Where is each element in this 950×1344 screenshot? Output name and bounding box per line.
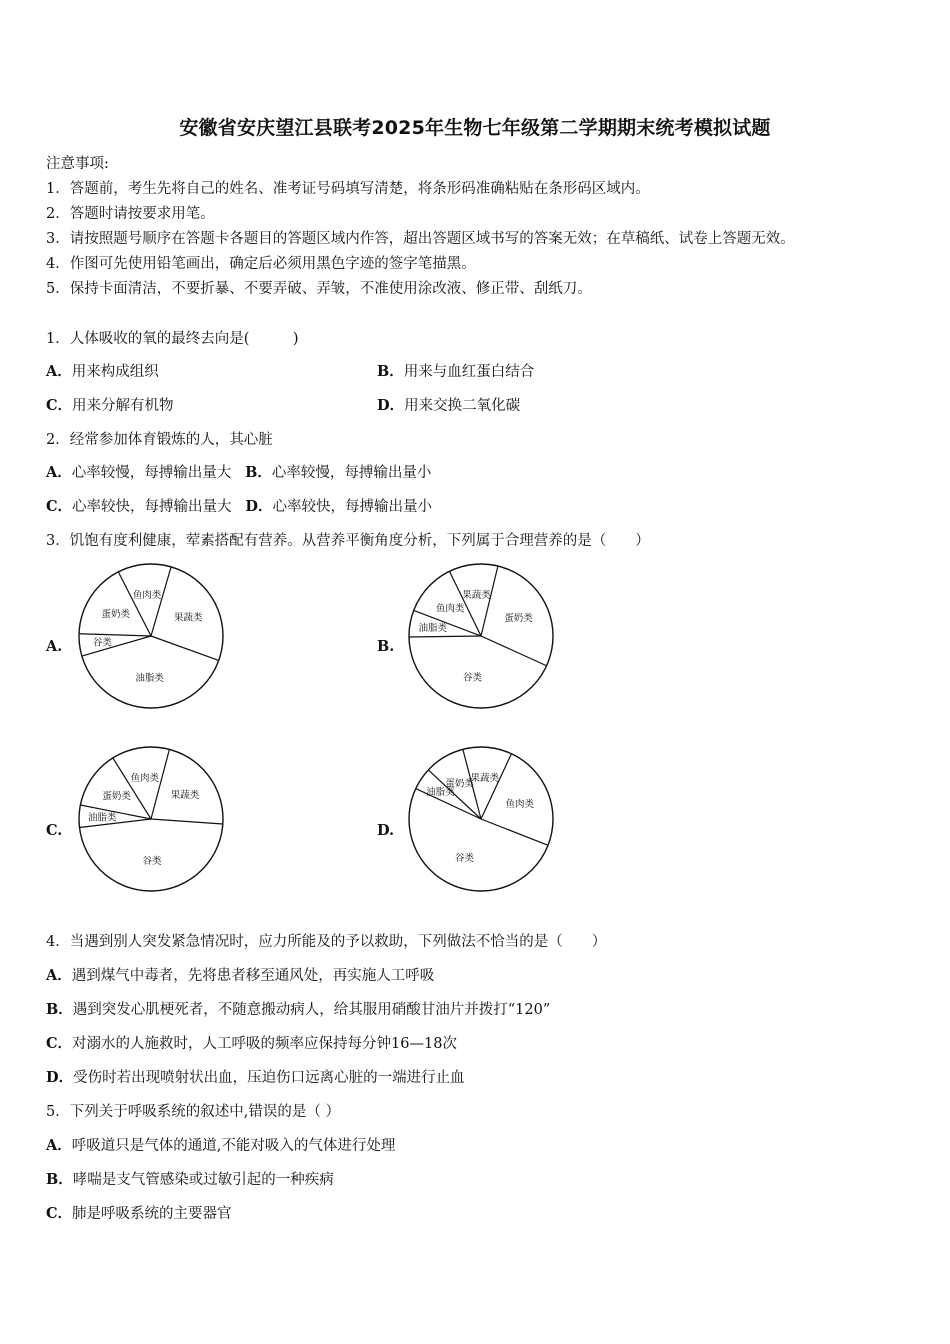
pie-slice-label: 油脂类: [418, 622, 448, 634]
pie-slice-label: 蛋奶类: [504, 613, 533, 625]
option-text: 用来分解有机物: [72, 398, 174, 414]
q4-stem: 4．当遇到别人突发紧急情况时，应力所能及的予以救助，下列做法不恰当的是（ ）: [46, 934, 607, 950]
pie-slice-label: 鱼肉类: [130, 773, 160, 785]
notice-item-4: 4．作图可先使用铅笔画出，确定后必须用黑色字迹的签字笔描黑。: [46, 256, 476, 272]
notice-item-1: 1．答题前，考生先将自己的姓名、准考证号码填写清楚，将条形码准确粘贴在条形码区域内。: [46, 181, 650, 197]
option-text: 心率较慢，每搏输出量小: [271, 465, 432, 481]
q5-option-c: [46, 1202, 232, 1223]
pie-slice-label: 油脂类: [135, 673, 164, 685]
pie-slice-label: 谷类: [92, 637, 112, 649]
q5-option-b: [46, 1168, 334, 1189]
notice-item-5: 5．保持卡面清洁，不要折暴、不要弄破、弄皱，不准使用涂改液、修正带、刮纸刀。: [46, 281, 592, 297]
q5-option-a: [46, 1134, 395, 1155]
option-label: D．: [377, 397, 405, 414]
option-label: C．: [46, 498, 73, 515]
pie-slice-label: 果蔬类: [462, 589, 491, 601]
option-label: B．: [377, 363, 404, 380]
option-label: D．: [245, 498, 273, 515]
pie-d-label: D.: [377, 822, 395, 839]
option-text: 哮喘是支气管感染或过敏引起的一种疾病: [72, 1172, 334, 1188]
q1-option-d: [377, 394, 520, 415]
q2-stem: 2．经常参加体育锻炼的人，其心脏: [46, 432, 273, 448]
pie-slice-label: 果蔬类: [173, 612, 203, 624]
q1-option-a: [46, 360, 159, 381]
q4-option-a: [46, 964, 434, 985]
pie-slice-label: 谷类: [462, 672, 482, 684]
option-text: 用来交换二氧化碳: [404, 398, 521, 414]
option-label: C．: [46, 1035, 73, 1052]
option-label: A．: [46, 363, 72, 380]
option-label: A．: [46, 464, 72, 481]
pie-slice-label: 谷类: [455, 852, 475, 864]
q2-options-cd: [46, 495, 432, 516]
option-label: D．: [46, 1069, 74, 1086]
pie-slice-label: 鱼肉类: [505, 798, 535, 810]
option-text: 遇到煤气中毒者，先将患者移至通风处，再实施人工呼吸: [71, 968, 435, 984]
option-label: C．: [46, 397, 73, 414]
q4-option-b: [46, 998, 550, 1019]
pie-slice-label: 鱼肉类: [435, 603, 465, 615]
q1-option-c: [46, 394, 174, 415]
pie-chart-c: [76, 744, 226, 894]
option-text: 对溺水的人施救时，人工呼吸的频率应保持每分钟16—18次: [72, 1036, 457, 1052]
option-text: 心率较快，每搏输出量小: [272, 499, 432, 515]
q1-stem: 1．人体吸收的氧的最终去向是( ): [46, 331, 299, 347]
q4-option-c: [46, 1032, 457, 1053]
q2-options-ab: [46, 461, 431, 482]
pie-slice-label: 蛋奶类: [102, 790, 131, 802]
pie-slice-label: 谷类: [142, 856, 162, 868]
q3-stem: 3．饥饱有度利健康，荤素搭配有营养。从营养平衡角度分析，下列属于合理营养的是（ ）: [46, 533, 650, 549]
option-text: 遇到突发心肌梗死者，不随意搬动病人，给其服用硝酸甘油片并拨打“120”: [72, 1002, 551, 1018]
notice-item-3: 3．请按照题号顺序在答题卡各题目的答题区域内作答，超出答题区域书写的答案无效；在草稿纸、试卷上答题无效。: [46, 231, 795, 247]
pie-chart-d: [406, 744, 556, 894]
option-label: B．: [46, 1001, 73, 1018]
pie-slice-label: 鱼肉类: [132, 589, 162, 601]
page-title: 安徽省安庆望江县联考2025年生物七年级第二学期期末统考模拟试题: [179, 117, 771, 139]
pie-chart-a: [76, 561, 226, 711]
pie-slice-label: 蛋奶类: [445, 778, 474, 790]
option-label: C．: [46, 1205, 73, 1222]
notice-heading: 注意事项:: [46, 156, 109, 172]
pie-a-label: A.: [46, 638, 63, 655]
option-label: A．: [46, 1137, 72, 1154]
pie-slice-label: 油脂类: [87, 812, 117, 824]
q1-option-b: [377, 360, 534, 381]
option-text: 用来构成组织: [71, 364, 159, 380]
option-label: A．: [46, 967, 72, 984]
pie-slice-label: 果蔬类: [170, 790, 200, 802]
option-text: 肺是呼吸系统的主要器官: [72, 1206, 232, 1222]
option-text: 呼吸道只是气体的通道,不能对吸入的气体进行处理: [71, 1138, 396, 1154]
pie-b-label: B.: [377, 638, 395, 655]
option-text: 受伤时若出现喷射状出血，压迫伤口远离心脏的一端进行止血: [73, 1070, 465, 1086]
pie-slice-label: 蛋奶类: [101, 609, 130, 621]
pie-c-label: C.: [46, 822, 63, 839]
pie-slice-label: 油脂类: [426, 787, 455, 799]
q4-option-d: [46, 1066, 465, 1087]
option-label: B．: [245, 464, 272, 481]
notice-item-2: 2．答题时请按要求用笔。: [46, 206, 215, 222]
option-text: 心率较快，每搏输出量大: [72, 499, 232, 515]
option-text: 心率较慢，每搏输出量大: [71, 465, 232, 481]
option-label: B．: [46, 1171, 73, 1188]
pie-chart-b: [406, 561, 556, 711]
option-text: 用来与血红蛋白结合: [403, 364, 535, 380]
q5-stem: 5．下列关于呼吸系统的叙述中,错误的是（ ）: [46, 1104, 340, 1120]
pie-slice-label: 果蔬类: [470, 772, 500, 784]
